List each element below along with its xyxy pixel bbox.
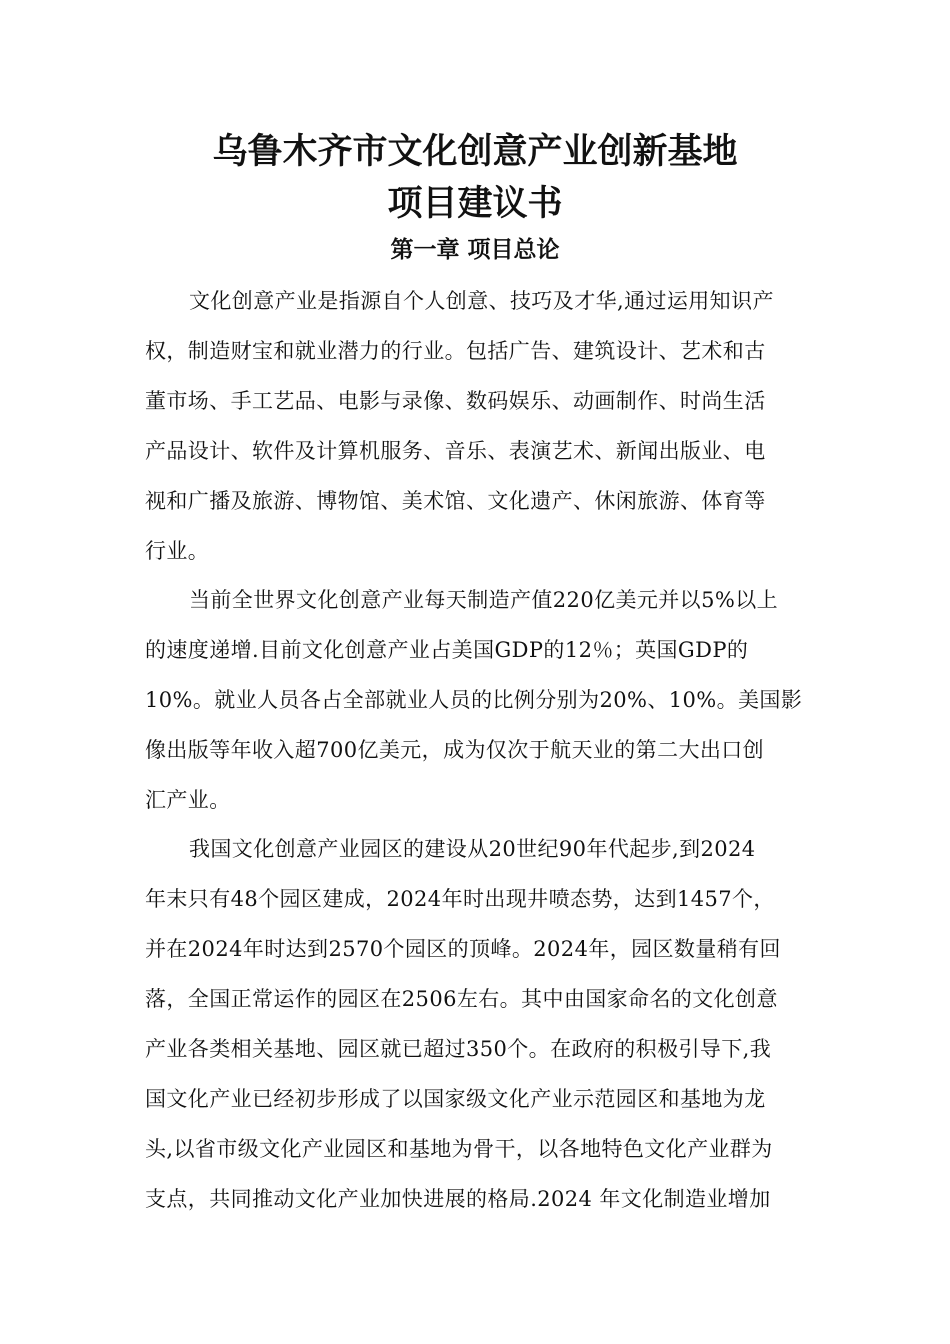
text-line: 权，制造财宝和就业潜力的行业。包括广告、建筑设计、艺术和古 <box>145 339 766 363</box>
text-line: 像出版等年收入超700亿美元，成为仅次于航天业的第二大出口创 <box>145 738 765 762</box>
text-line: 文化创意产业是指源自个人创意、技巧及才华,通过运用知识产 <box>189 289 774 313</box>
text-line: 行业。 <box>145 539 210 563</box>
text-line: 10%。就业人员各占全部就业人员的比例分别为20%、10%。美国影 <box>145 688 803 712</box>
text-line: 产品设计、软件及计算机服务、音乐、表演艺术、新闻出版业、电 <box>145 439 766 463</box>
text-line: 头,以省市级文化产业园区和基地为骨干，以各地特色文化产业群为 <box>145 1137 773 1161</box>
text-line: 的速度递增.目前文化创意产业占美国GDP的12％；英国GDP的 <box>145 638 749 662</box>
text-line: 汇产业。 <box>145 788 231 812</box>
text-line: 国文化产业已经初步形成了以国家级文化产业示范园区和基地为龙 <box>145 1087 766 1111</box>
text-line: 支点，共同推动文化产业加快进展的格局.2024 年文化制造业增加 <box>145 1187 771 1211</box>
document-title-line-2: 项目建议书 <box>387 183 563 224</box>
text-line: 视和广播及旅游、博物馆、美术馆、文化遗产、休闲旅游、体育等 <box>145 489 766 513</box>
text-line: 年末只有48个园区建成，2024年时出现井喷态势，达到1457个， <box>145 887 775 911</box>
text-line: 我国文化创意产业园区的建设从20世纪90年代起步,到2024 <box>189 837 756 861</box>
text-line: 当前全世界文化创意产业每天制造产值220亿美元并以5%以上 <box>189 588 778 612</box>
text-line: 落，全国正常运作的园区在2506左右。其中由国家命名的文化创意 <box>145 987 778 1011</box>
chapter-heading: 第一章 项目总论 <box>390 236 560 263</box>
text-line: 董市场、手工艺品、电影与录像、数码娱乐、动画制作、时尚生活 <box>145 389 766 413</box>
document-title-line-1: 乌鲁木齐市文化创意产业创新基地 <box>212 131 738 172</box>
text-line: 并在2024年时达到2570个园区的顶峰。2024年，园区数量稍有回 <box>145 937 781 961</box>
text-line: 产业各类相关基地、园区就已超过350个。在政府的积极引导下,我 <box>145 1037 772 1061</box>
